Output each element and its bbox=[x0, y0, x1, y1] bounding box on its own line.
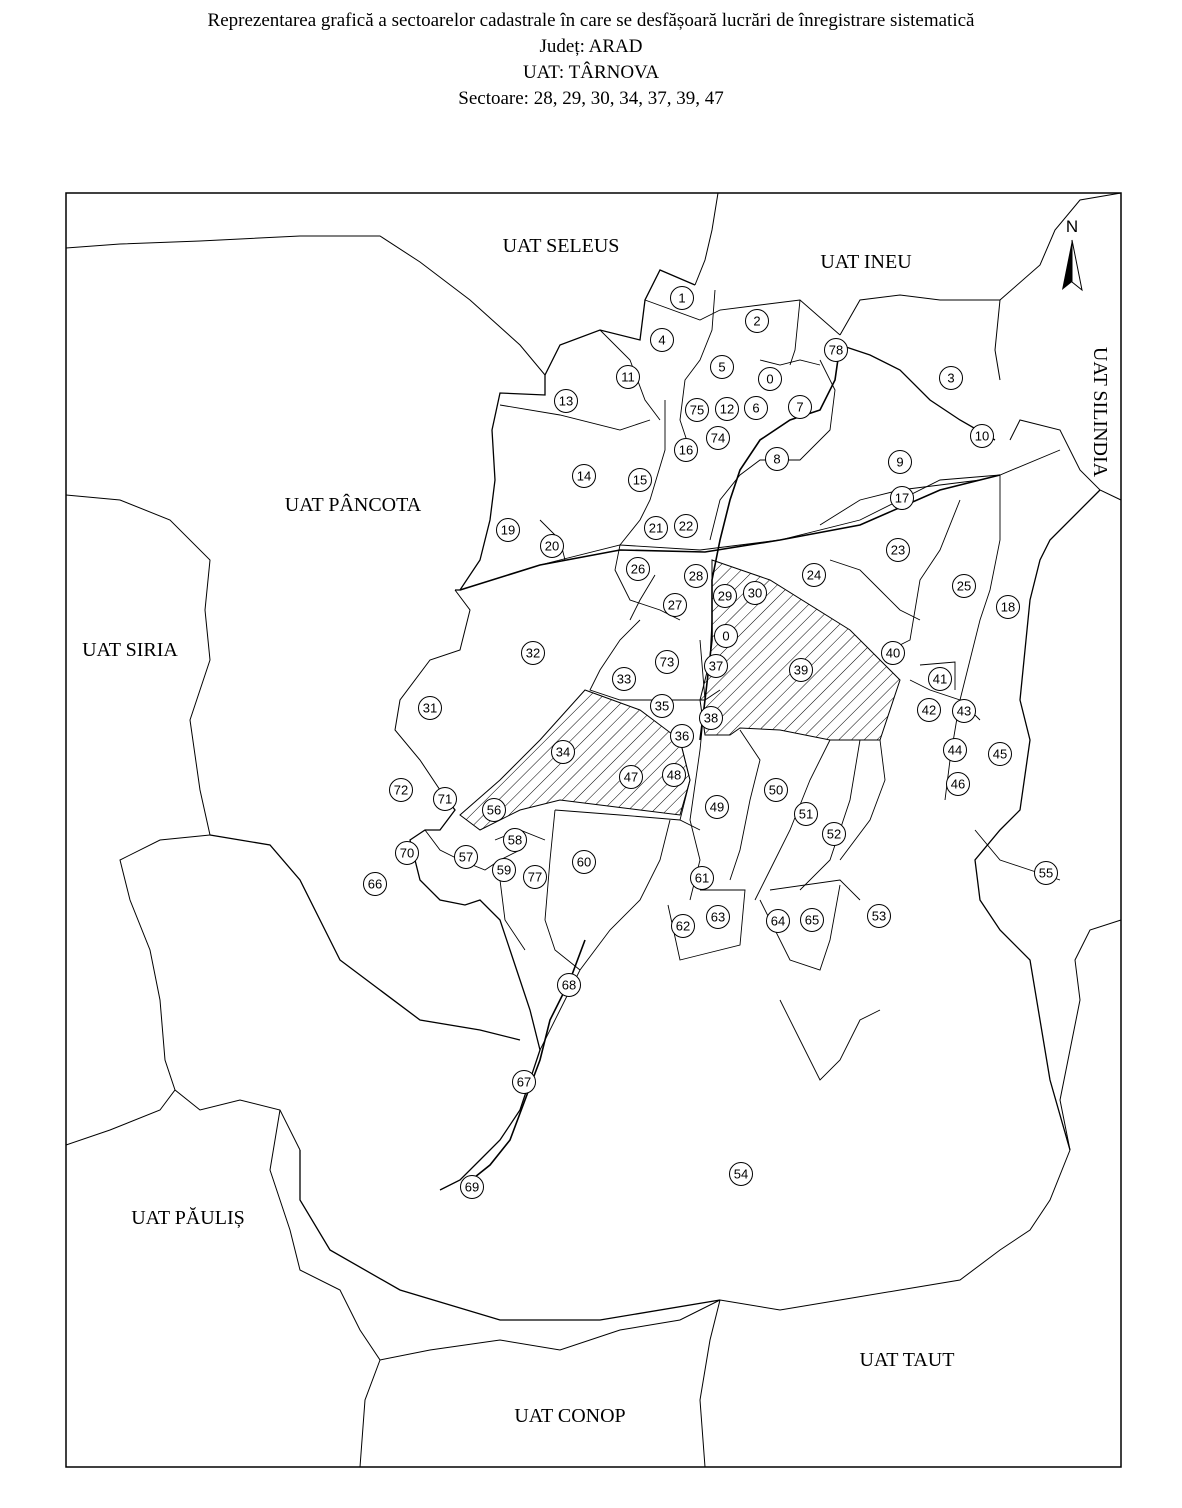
sector-label: 48 bbox=[666, 767, 682, 783]
sector-58-marker bbox=[504, 829, 527, 852]
sector-46-marker bbox=[947, 773, 970, 796]
sector-0-marker bbox=[715, 625, 738, 648]
sector-37-marker bbox=[705, 655, 728, 678]
sector-label: 64 bbox=[770, 913, 786, 929]
sector-19-marker bbox=[497, 519, 520, 542]
sector-label: 1 bbox=[678, 290, 686, 306]
sector-74-marker bbox=[707, 427, 730, 450]
sector-label: 10 bbox=[974, 428, 990, 444]
county-label: Județ: ARAD bbox=[539, 36, 643, 57]
sector-label: 65 bbox=[804, 912, 820, 928]
sector-label: 78 bbox=[828, 342, 844, 358]
sector-label: 57 bbox=[458, 849, 474, 865]
sector-45-marker bbox=[989, 743, 1012, 766]
sector-label: 39 bbox=[793, 662, 809, 678]
sector-label: 77 bbox=[527, 869, 543, 885]
neighbor-uat-label: UAT INEU bbox=[820, 251, 912, 273]
sector-77-marker bbox=[524, 866, 547, 889]
sector-label: 61 bbox=[694, 870, 710, 886]
sector-33-marker bbox=[613, 668, 636, 691]
sector-label: 55 bbox=[1038, 865, 1054, 881]
sector-3-marker bbox=[940, 367, 963, 390]
sector-42-marker bbox=[918, 699, 941, 722]
neighbor-uat-label: UAT SILINDIA bbox=[1089, 346, 1111, 478]
sector-label: 49 bbox=[709, 799, 725, 815]
sector-label: 3 bbox=[947, 370, 955, 386]
sector-4-marker bbox=[651, 329, 674, 352]
sector-label: 51 bbox=[798, 806, 814, 822]
sector-label: 28 bbox=[688, 568, 704, 584]
sector-label: 5 bbox=[718, 359, 726, 375]
neighbor-uat-label: UAT TAUT bbox=[859, 1349, 955, 1371]
sector-label: 72 bbox=[393, 782, 409, 798]
sector-label: 4 bbox=[658, 332, 666, 348]
sector-label: 6 bbox=[752, 400, 760, 416]
sector-56-marker bbox=[483, 799, 506, 822]
sector-label: 31 bbox=[422, 700, 438, 716]
sector-0-marker bbox=[759, 368, 782, 391]
sector-1-marker bbox=[671, 287, 694, 310]
sector-6-marker bbox=[745, 397, 768, 420]
sector-label: 2 bbox=[753, 313, 761, 329]
sector-9-marker bbox=[889, 451, 912, 474]
sector-60-marker bbox=[573, 851, 596, 874]
sector-label: 62 bbox=[675, 918, 691, 934]
sector-label: 67 bbox=[516, 1074, 532, 1090]
sector-label: 47 bbox=[623, 769, 639, 785]
sector-label: 12 bbox=[719, 401, 735, 417]
sector-label: 38 bbox=[703, 710, 719, 726]
sector-label: 33 bbox=[616, 671, 632, 687]
sector-label: 54 bbox=[733, 1166, 749, 1182]
sector-label: 50 bbox=[768, 782, 784, 798]
sector-label: 32 bbox=[525, 645, 541, 661]
sector-label: 19 bbox=[500, 522, 516, 538]
sector-label: 20 bbox=[544, 538, 560, 554]
sector-label: 69 bbox=[464, 1179, 480, 1195]
sector-label: 8 bbox=[773, 451, 781, 467]
sector-label: 26 bbox=[630, 561, 646, 577]
sector-72-marker bbox=[390, 779, 413, 802]
sector-label: 60 bbox=[576, 854, 592, 870]
sector-label: 66 bbox=[367, 876, 383, 892]
sector-label: 21 bbox=[648, 520, 664, 536]
sector-7-marker bbox=[789, 396, 812, 419]
sector-label: 23 bbox=[890, 542, 906, 558]
sector-label: 11 bbox=[621, 369, 635, 385]
sector-label: 14 bbox=[576, 468, 592, 484]
sector-label: 53 bbox=[871, 908, 887, 924]
sector-15-marker bbox=[629, 469, 652, 492]
sector-22-marker bbox=[675, 515, 698, 538]
sector-17-marker bbox=[891, 487, 914, 510]
sector-label: 52 bbox=[826, 826, 842, 842]
sector-label: 30 bbox=[747, 585, 763, 601]
neighbor-uat-label: UAT SIRIA bbox=[82, 639, 178, 661]
sector-label: 34 bbox=[555, 744, 571, 760]
sector-label: 68 bbox=[561, 977, 577, 993]
sector-35-marker bbox=[651, 695, 674, 718]
sector-label: 44 bbox=[947, 742, 963, 758]
sector-21-marker bbox=[645, 517, 668, 540]
sector-label: 0 bbox=[722, 628, 730, 644]
sector-label: 70 bbox=[399, 845, 415, 861]
map-title: Reprezentarea grafică a sectoarelor cadastrale în care se desfășoară lucrări de înregistrare sistematică bbox=[207, 10, 975, 31]
sector-label: 74 bbox=[710, 430, 726, 446]
sector-38-marker bbox=[700, 707, 723, 730]
sector-label: 24 bbox=[806, 567, 822, 583]
sector-labels bbox=[364, 287, 1058, 1199]
sector-label: 42 bbox=[921, 702, 937, 718]
sector-66-marker bbox=[364, 873, 387, 896]
north-label: N bbox=[1065, 217, 1079, 236]
sector-26-marker bbox=[627, 558, 650, 581]
sector-36-marker bbox=[671, 725, 694, 748]
sector-13-marker bbox=[555, 390, 578, 413]
neighbor-labels bbox=[82, 235, 1111, 1427]
sector-label: 46 bbox=[950, 776, 966, 792]
sector-54-marker bbox=[730, 1163, 753, 1186]
sector-label: 75 bbox=[689, 402, 705, 418]
map-frame bbox=[66, 193, 1121, 1467]
sector-62-marker bbox=[672, 915, 695, 938]
neighbor-uat-label: UAT SELEUS bbox=[502, 235, 620, 257]
sector-43-marker bbox=[953, 700, 976, 723]
neighbor-uat-label: UAT CONOP bbox=[514, 1405, 626, 1427]
sector-27-marker bbox=[664, 594, 687, 617]
sector-28-marker bbox=[685, 565, 708, 588]
sector-68-marker bbox=[558, 974, 581, 997]
sector-49-marker bbox=[706, 796, 729, 819]
sector-12-marker bbox=[716, 398, 739, 421]
sector-label: 0 bbox=[766, 371, 774, 387]
uat-label: UAT: TÂRNOVA bbox=[522, 62, 660, 83]
sector-label: 56 bbox=[486, 802, 502, 818]
sector-23-marker bbox=[887, 539, 910, 562]
sector-label: 71 bbox=[437, 791, 453, 807]
sector-label: 73 bbox=[659, 654, 675, 670]
sector-69-marker bbox=[461, 1176, 484, 1199]
neighbor-boundaries bbox=[66, 193, 1121, 1467]
sector-50-marker bbox=[765, 779, 788, 802]
sector-61-marker bbox=[691, 867, 714, 890]
sector-label: 43 bbox=[956, 703, 972, 719]
sector-30-marker bbox=[744, 582, 767, 605]
sector-41-marker bbox=[929, 668, 952, 691]
sector-8-marker bbox=[766, 448, 789, 471]
sector-39-marker bbox=[790, 659, 813, 682]
sector-label: 37 bbox=[708, 658, 724, 674]
sector-29-marker bbox=[714, 585, 737, 608]
sector-57-marker bbox=[455, 846, 478, 869]
sector-48-marker bbox=[663, 764, 686, 787]
sector-20-marker bbox=[541, 535, 564, 558]
sector-14-marker bbox=[573, 465, 596, 488]
sector-55-marker bbox=[1035, 862, 1058, 885]
sector-70-marker bbox=[396, 842, 419, 865]
neighbor-uat-label: UAT PĂULIȘ bbox=[131, 1207, 245, 1229]
sector-51-marker bbox=[795, 803, 818, 826]
sector-59-marker bbox=[493, 859, 516, 882]
sector-label: 16 bbox=[678, 442, 694, 458]
sector-73-marker bbox=[656, 651, 679, 674]
sector-label: 7 bbox=[796, 399, 804, 415]
sector-label: 27 bbox=[667, 597, 683, 613]
sector-63-marker bbox=[707, 906, 730, 929]
sector-11-marker bbox=[617, 366, 640, 389]
sector-67-marker bbox=[513, 1071, 536, 1094]
sector-label: 9 bbox=[896, 454, 904, 470]
sector-label: 35 bbox=[654, 698, 670, 714]
sector-24-marker bbox=[803, 564, 826, 587]
sector-71-marker bbox=[434, 788, 457, 811]
sector-label: 22 bbox=[678, 518, 694, 534]
sector-47-marker bbox=[620, 766, 643, 789]
sector-label: 15 bbox=[632, 472, 648, 488]
sector-34-marker bbox=[552, 741, 575, 764]
sector-44-marker bbox=[944, 739, 967, 762]
sector-32-marker bbox=[522, 642, 545, 665]
sector-label: 29 bbox=[717, 588, 733, 604]
sector-65-marker bbox=[801, 909, 824, 932]
sector-78-marker bbox=[825, 339, 848, 362]
sector-label: 41 bbox=[932, 671, 948, 687]
sector-25-marker bbox=[953, 575, 976, 598]
sector-5-marker bbox=[711, 356, 734, 379]
sector-label: 36 bbox=[674, 728, 690, 744]
sector-label: 18 bbox=[1000, 599, 1016, 615]
sector-53-marker bbox=[868, 905, 891, 928]
sector-52-marker bbox=[823, 823, 846, 846]
sector-40-marker bbox=[882, 642, 905, 665]
sector-label: 13 bbox=[558, 393, 574, 409]
north-arrow-icon bbox=[1062, 217, 1082, 290]
sector-10-marker bbox=[971, 425, 994, 448]
sectors-label: Sectoare: 28, 29, 30, 34, 37, 39, 47 bbox=[458, 88, 724, 109]
sector-label: 40 bbox=[885, 645, 901, 661]
sector-64-marker bbox=[767, 910, 790, 933]
sector-75-marker bbox=[686, 399, 709, 422]
neighbor-uat-label: UAT PÂNCOTA bbox=[284, 494, 422, 516]
sector-label: 25 bbox=[956, 578, 972, 594]
sector-31-marker bbox=[419, 697, 442, 720]
sector-2-marker bbox=[746, 310, 769, 333]
sector-label: 17 bbox=[894, 490, 910, 506]
sector-label: 45 bbox=[992, 746, 1008, 762]
sector-16-marker bbox=[675, 439, 698, 462]
sector-label: 59 bbox=[496, 862, 512, 878]
sector-18-marker bbox=[997, 596, 1020, 619]
sector-label: 63 bbox=[710, 909, 726, 925]
sector-label: 58 bbox=[507, 832, 523, 848]
